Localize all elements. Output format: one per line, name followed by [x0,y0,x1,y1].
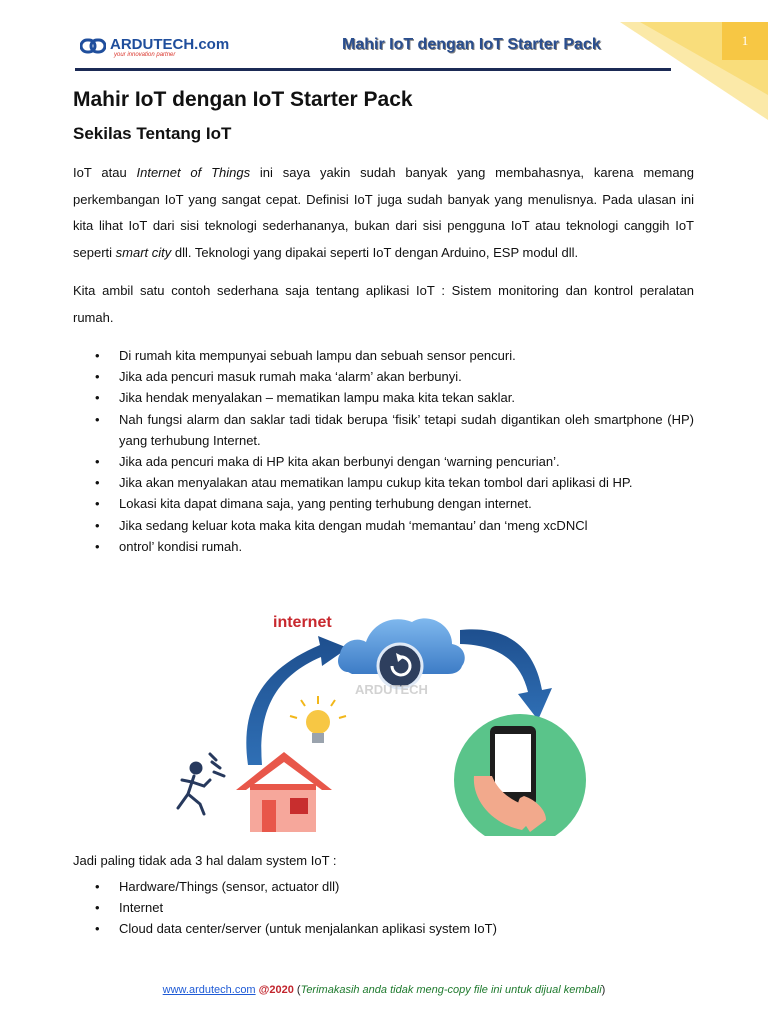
list-item: • Jika ada pencuri masuk rumah maka ‘alarm’ akan berbunyi. [73,366,694,387]
footer-website-link[interactable]: www.ardutech.com [162,984,256,996]
list-item: • Jika akan menyalakan atau mematikan lampu cukup kita tekan tombol dari aplikasi di HP. [73,472,694,493]
page-number: 1 [722,22,768,60]
logo-brand-suffix: .com [194,36,230,53]
light-bulb-icon [290,696,346,743]
components-list-container [73,876,694,940]
ardutech-logo-icon [80,36,106,56]
header-divider [75,68,671,71]
document-body [73,82,694,557]
list-item: • Jika hendak menyalakan – mematikan lampu maka kita tekan saklar. [73,387,694,408]
list-item: • Hardware/Things (sensor, actuator dll) [73,876,694,897]
footer-close-paren: ) [601,984,606,996]
header-title: Mahir IoT dengan IoT Starter Pack [342,36,601,53]
diagram-internet-label: internet [273,614,332,631]
list-item: • Internet [73,897,694,918]
example-bullet-list [73,345,694,557]
list-item: • Lokasi kita dapat dimana saja, yang penting terhubung dengan internet. [73,493,694,514]
intro-italic-smart-city: smart city [115,244,172,260]
list-item: • Cloud data center/server (untuk menjalankan aplikasi system IoT) [73,918,694,939]
iot-diagram [170,600,590,836]
document-title: Mahir IoT dengan IoT Starter Pack [73,88,413,111]
list-item: • ontrol’ kondisi rumah. [73,536,694,557]
footer-year: @2020 [255,984,294,996]
logo-brand: ARDUTECH [110,36,195,53]
intro-text-3: dll. Teknologi yang dipakai seperti IoT dengan Arduino, ESP modul dll. [171,244,579,260]
intro-text-1: IoT atau [73,165,137,180]
diagram-watermark: ARDUTECH [355,682,428,697]
download-arrow-icon [460,629,552,720]
list-item: • Jika ada pencuri maka di HP kita akan berbunyi dengan ‘warning pencurian’. [73,451,694,472]
example-paragraph: Kita ambil satu contoh sederhana saja tentang aplikasi IoT : Sistem monitoring dan kontrol peralatan rumah. [73,283,694,325]
components-bullet-list [73,876,694,940]
ardutech-logo[interactable] [80,36,229,62]
footer-open-paren: ( [293,984,301,996]
list-item: • Jika sedang keluar kota maka kita dengan mudah ‘memantau’ dan ‘meng xcDNCl [73,515,694,536]
intro-italic-iot: Internet of Things [136,165,251,180]
upload-arrow-icon [246,636,348,765]
list-item: • Nah fungsi alarm dan saklar tadi tidak berupa ‘fisik’ tetapi sudah digantikan oleh smartphone (HP) yang terhubung Internet. [73,409,694,451]
intro-text-2: ini saya yakin sudah banyak yang membahasnya, karena memang perkembangan IoT yang sangat cepat. Definisi IoT juga sudah banyak yang menulisnya. Pada ulasan ini kita lihat IoT dari sisi teknologi sederhananya, bukan dari sisi pengguna IoT atau teknologi canggih IoT seperti [73,165,695,260]
thief-icon [178,754,224,814]
intro-paragraph [73,160,694,266]
summary-paragraph: Jadi paling tidak ada 3 hal dalam system IoT : [73,853,337,868]
page-footer [0,984,768,996]
section-heading: Sekilas Tentang IoT [73,124,232,143]
logo-tagline: your innovation partner [114,52,176,58]
footer-copyright-note: Terimakasih anda tidak meng-copy file ini untuk dijual kembali [300,984,602,996]
list-item: • Di rumah kita mempunyai sebuah lampu dan sebuah sensor pencuri. [73,345,694,366]
